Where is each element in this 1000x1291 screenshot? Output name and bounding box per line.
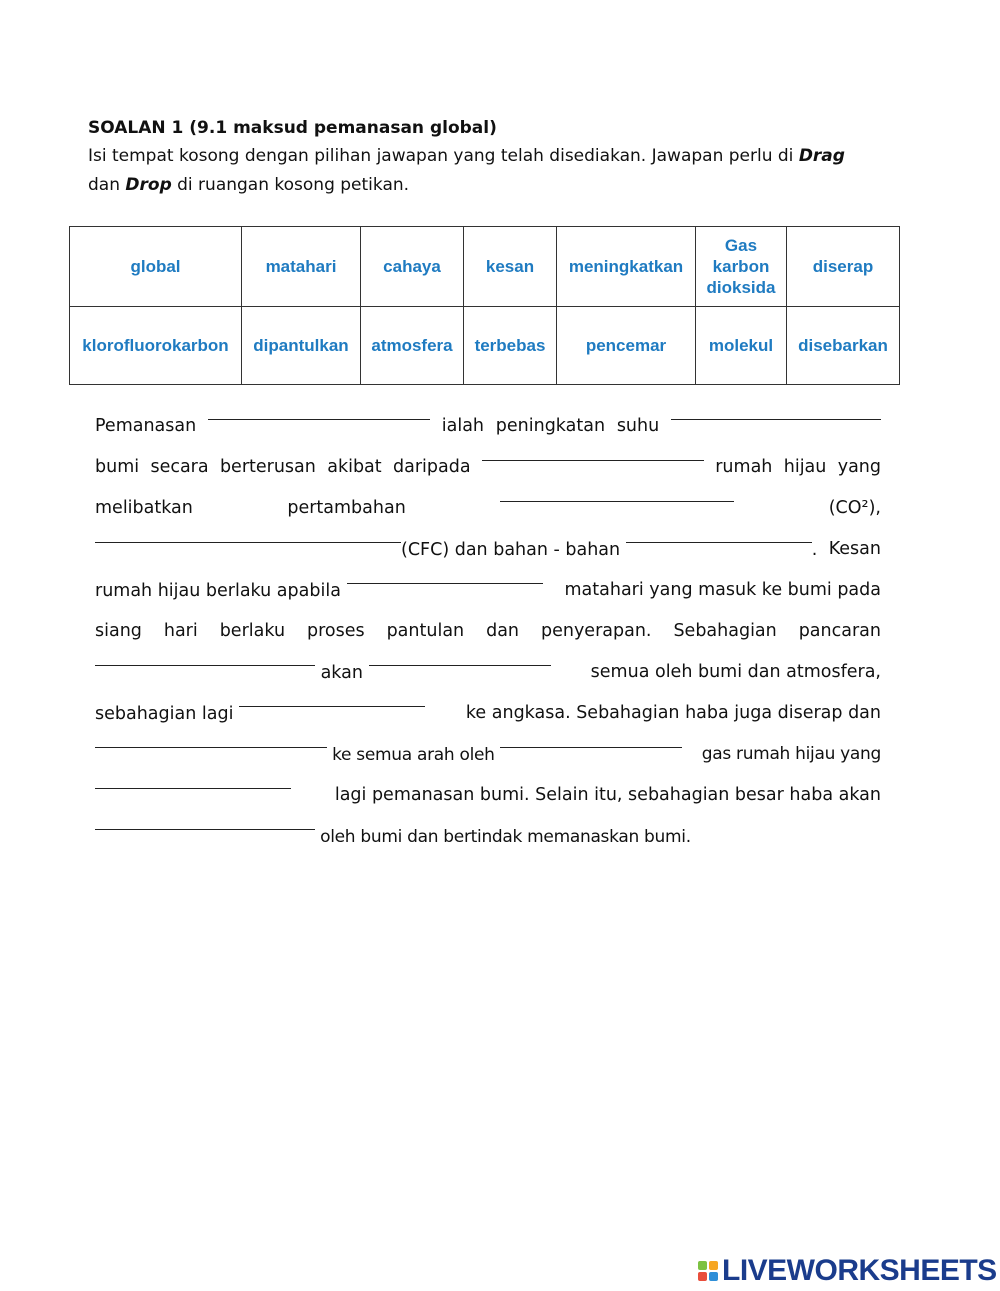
word-chip[interactable]: Gas karbon dioksida: [696, 227, 787, 307]
passage-line-4: (CFC) dan bahan - bahan . Kesan: [95, 529, 881, 570]
passage-line-7: akan semua oleh bumi dan atmosfera,: [95, 652, 881, 693]
answer-blank[interactable]: [95, 517, 401, 543]
liveworksheets-logo: [698, 1255, 997, 1287]
drop-keyword: Drop: [125, 175, 172, 195]
word-chip[interactable]: kesan: [464, 227, 557, 307]
word-chip[interactable]: pencemar: [557, 307, 696, 385]
word-bank-table: [69, 226, 900, 385]
word-chip[interactable]: matahari: [242, 227, 361, 307]
drag-keyword: Drag: [798, 146, 845, 166]
word-chip[interactable]: global: [70, 227, 242, 307]
passage-line-3: melibatkan pertambahan (CO²),: [95, 488, 881, 529]
question-heading: SOALAN 1 (9.1 maksud pemanasan global): [88, 118, 497, 138]
passage-line-10: lagi pemanasan bumi. Selain itu, sebahagian besar haba akan: [95, 775, 881, 816]
passage-line-11: oleh bumi dan bertindak memanaskan bumi.: [95, 816, 881, 857]
answer-blank[interactable]: [95, 804, 315, 830]
word-chip[interactable]: terbebas: [464, 307, 557, 385]
passage-line-5: rumah hijau berlaku apabila matahari yang masuk ke bumi pada: [95, 570, 881, 611]
passage-line-9: ke semua arah oleh gas rumah hijau yang: [95, 734, 881, 775]
passage-line-1: Pemanasan ialah peningkatan suhu: [95, 406, 881, 447]
passage-line-8: sebahagian lagi ke angkasa. Sebahagian haba juga diserap dan: [95, 693, 881, 734]
instruction-line-1: Isi tempat kosong dengan pilihan jawapan yang telah disediakan. Jawapan perlu di Drag: [88, 146, 845, 166]
word-chip[interactable]: molekul: [696, 307, 787, 385]
word-chip[interactable]: disebarkan: [787, 307, 900, 385]
answer-blank[interactable]: [347, 558, 543, 584]
word-chip[interactable]: diserap: [787, 227, 900, 307]
word-chip[interactable]: meningkatkan: [557, 227, 696, 307]
answer-blank[interactable]: [95, 722, 327, 748]
brand-name: LIVEWORKSHEETS: [722, 1254, 997, 1287]
passage-line-2: bumi secara berterusan akibat daripada rumah hijau yang: [95, 447, 881, 488]
answer-blank[interactable]: [500, 476, 734, 502]
answer-blank[interactable]: [482, 435, 704, 461]
answer-blank[interactable]: [208, 394, 430, 420]
passage-line-6: siang hari berlaku proses pantulan dan penyerapan. Sebahagian pancaran: [95, 621, 881, 641]
word-chip[interactable]: dipantulkan: [242, 307, 361, 385]
answer-blank[interactable]: [95, 640, 315, 666]
answer-blank[interactable]: [239, 681, 425, 707]
answer-blank[interactable]: [500, 722, 682, 748]
answer-blank[interactable]: [369, 640, 551, 666]
word-chip[interactable]: klorofluorokarbon: [70, 307, 242, 385]
logo-mark-icon: [698, 1261, 718, 1281]
word-chip[interactable]: atmosfera: [361, 307, 464, 385]
answer-blank[interactable]: [626, 517, 812, 543]
word-chip[interactable]: cahaya: [361, 227, 464, 307]
answer-blank[interactable]: [671, 394, 881, 420]
answer-blank[interactable]: [95, 763, 291, 789]
instruction-line-2: dan Drop di ruangan kosong petikan.: [88, 175, 410, 195]
